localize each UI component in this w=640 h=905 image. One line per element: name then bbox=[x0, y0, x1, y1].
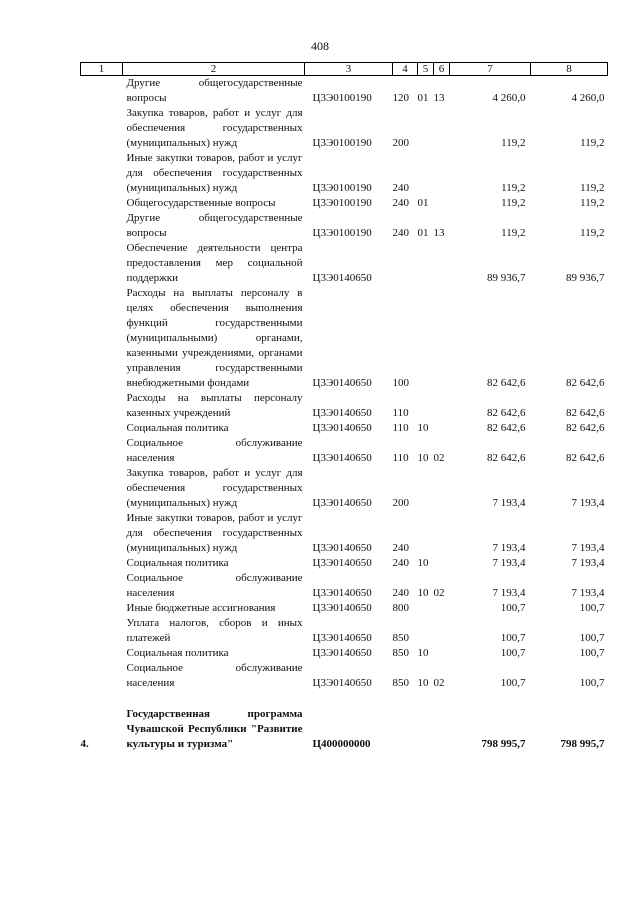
section-cell bbox=[418, 151, 434, 196]
row-number-cell bbox=[81, 106, 123, 151]
expense-type-cell: 120 bbox=[392, 92, 409, 104]
target-code-cell: Ц3Э0140650 bbox=[312, 422, 372, 434]
subsection-cell bbox=[434, 511, 450, 556]
expense-type-cell bbox=[393, 707, 418, 752]
target-code-cell: Ц3Э0100190 bbox=[312, 182, 372, 194]
amount-col-7-cell: 82 642,6 bbox=[487, 452, 526, 464]
amount-col-8-cell: 4 260,0 bbox=[571, 92, 605, 104]
amount-col-8-cell: 82 642,6 bbox=[566, 377, 605, 389]
subsection-cell bbox=[434, 196, 450, 211]
row-number-cell bbox=[81, 151, 123, 196]
row-number-cell bbox=[81, 616, 123, 646]
subsection-cell: 02 bbox=[433, 677, 445, 689]
description-cell: Другие общегосударственные вопросы bbox=[126, 77, 303, 104]
amount-col-8-cell: 82 642,6 bbox=[566, 452, 605, 464]
row-number-cell: 4. bbox=[80, 738, 89, 750]
description-cell: Закупка товаров, работ и услуг для обеспечения государственных (муниципальных) нужд bbox=[126, 467, 303, 509]
table-row bbox=[81, 436, 608, 466]
subsection-cell bbox=[434, 106, 450, 151]
section-cell bbox=[418, 241, 434, 286]
subsection-cell bbox=[434, 616, 450, 646]
target-code-cell: Ц400000000 bbox=[312, 738, 371, 750]
expense-type-cell: 240 bbox=[392, 182, 409, 194]
target-code-cell: Ц3Э0140650 bbox=[312, 677, 372, 689]
table-row bbox=[81, 646, 608, 661]
amount-col-7-cell: 7 193,4 bbox=[492, 497, 526, 509]
amount-col-7-cell: 798 995,7 bbox=[481, 738, 526, 750]
section-cell: 10 bbox=[417, 587, 429, 599]
amount-col-7-cell: 100,7 bbox=[500, 647, 526, 659]
target-code-cell: Ц3Э0140650 bbox=[312, 452, 372, 464]
subsection-cell: 02 bbox=[433, 452, 445, 464]
description-cell: Иные закупки товаров, работ и услуг для обеспечения государственных (муниципальных) нужд bbox=[126, 152, 303, 194]
row-number-cell bbox=[81, 391, 123, 421]
subsection-cell: 13 bbox=[433, 227, 445, 239]
subsection-cell bbox=[434, 466, 450, 511]
description-cell: Социальное обслуживание населения bbox=[126, 437, 303, 464]
amount-col-8-cell: 119,2 bbox=[580, 137, 605, 149]
amount-col-8-cell: 7 193,4 bbox=[571, 557, 605, 569]
row-number-cell bbox=[81, 76, 123, 107]
amount-col-7-cell: 7 193,4 bbox=[492, 542, 526, 554]
table-row bbox=[81, 391, 608, 421]
section-cell bbox=[418, 601, 434, 616]
amount-col-8-cell: 100,7 bbox=[579, 677, 605, 689]
amount-col-8-cell: 100,7 bbox=[579, 647, 605, 659]
subsection-cell: 13 bbox=[433, 92, 445, 104]
description-cell: Иные бюджетные ассигнования bbox=[126, 602, 276, 614]
table-row bbox=[81, 241, 608, 286]
row-number-cell bbox=[81, 421, 123, 436]
table-row bbox=[81, 211, 608, 241]
description-cell: Социальное обслуживание населения bbox=[126, 662, 303, 689]
spacer-row bbox=[81, 691, 608, 707]
description-cell: Иные закупки товаров, работ и услуг для обеспечения государственных (муниципальных) нужд bbox=[126, 512, 303, 554]
table-row bbox=[81, 196, 608, 211]
expense-type-cell: 240 bbox=[392, 557, 409, 569]
amount-col-7-cell: 82 642,6 bbox=[487, 377, 526, 389]
section-cell bbox=[418, 707, 434, 752]
subsection-cell bbox=[434, 241, 450, 286]
table-header bbox=[81, 63, 608, 76]
header-col-8: 8 bbox=[531, 63, 608, 76]
description-cell: Социальное обслуживание населения bbox=[126, 572, 303, 599]
amount-col-7-cell: 100,7 bbox=[500, 632, 526, 644]
section-cell bbox=[418, 391, 434, 421]
description-cell: Государственная программа Чувашской Республики "Развитие культуры и туризма" bbox=[126, 708, 303, 750]
target-code-cell: Ц3Э0140650 bbox=[312, 542, 372, 554]
row-number-cell bbox=[81, 241, 123, 286]
header-col-7: 7 bbox=[450, 63, 531, 76]
description-cell: Другие общегосударственные вопросы bbox=[126, 212, 303, 239]
table-row bbox=[81, 466, 608, 511]
amount-col-8-cell: 100,7 bbox=[579, 632, 605, 644]
expense-type-cell: 850 bbox=[392, 647, 409, 659]
description-cell: Общегосударственные вопросы bbox=[126, 197, 276, 209]
page-number: 408 bbox=[311, 39, 329, 53]
expense-type-cell: 200 bbox=[392, 497, 409, 509]
amount-col-7-cell: 119,2 bbox=[501, 227, 526, 239]
row-number-cell bbox=[81, 601, 123, 616]
amount-col-8-cell: 798 995,7 bbox=[560, 738, 605, 750]
amount-col-7-cell: 119,2 bbox=[501, 197, 526, 209]
table-row bbox=[81, 661, 608, 691]
expense-type-cell: 110 bbox=[392, 452, 409, 464]
expense-type-cell: 240 bbox=[392, 542, 409, 554]
budget-table bbox=[80, 62, 608, 752]
section-cell: 10 bbox=[417, 677, 429, 689]
expense-type-cell: 110 bbox=[392, 422, 409, 434]
target-code-cell: Ц3Э0140650 bbox=[312, 272, 372, 284]
subsection-cell bbox=[434, 707, 450, 752]
expense-type-cell bbox=[393, 241, 418, 286]
row-number-cell bbox=[81, 211, 123, 241]
table-row bbox=[81, 151, 608, 196]
header-col-5: 5 bbox=[418, 63, 434, 76]
section-cell: 10 bbox=[417, 647, 429, 659]
target-code-cell: Ц3Э0100190 bbox=[312, 197, 372, 209]
header-col-3: 3 bbox=[305, 63, 393, 76]
amount-col-7-cell: 4 260,0 bbox=[492, 92, 526, 104]
target-code-cell: Ц3Э0140650 bbox=[312, 407, 372, 419]
target-code-cell: Ц3Э0140650 bbox=[312, 602, 372, 614]
section-cell: 10 bbox=[417, 452, 429, 464]
description-cell: Расходы на выплаты персоналу в целях обеспечения выполнения функций государственными (муниципальными) органами, казенными учреждениями, органами управления государственными внебюджетными фондами bbox=[126, 287, 303, 389]
table-row bbox=[81, 76, 608, 107]
amount-col-8-cell: 89 936,7 bbox=[566, 272, 605, 284]
row-number-cell bbox=[81, 571, 123, 601]
table-row bbox=[81, 286, 608, 391]
table-row bbox=[81, 421, 608, 436]
target-code-cell: Ц3Э0140650 bbox=[312, 647, 372, 659]
description-cell: Уплата налогов, сборов и иных платежей bbox=[126, 617, 303, 644]
row-number-cell bbox=[81, 661, 123, 691]
description-cell: Обеспечение деятельности центра предоставления мер социальной поддержки bbox=[126, 242, 303, 284]
header-col-2: 2 bbox=[123, 63, 305, 76]
header-col-1: 1 bbox=[81, 63, 123, 76]
subsection-cell bbox=[434, 646, 450, 661]
table-row bbox=[81, 511, 608, 556]
target-code-cell: Ц3Э0140650 bbox=[312, 377, 372, 389]
description-cell: Закупка товаров, работ и услуг для обеспечения государственных (муниципальных) нужд bbox=[126, 107, 303, 149]
spacer-cell bbox=[81, 691, 608, 707]
target-code-cell: Ц3Э0100190 bbox=[312, 92, 372, 104]
amount-col-8-cell: 7 193,4 bbox=[571, 587, 605, 599]
table-row bbox=[81, 106, 608, 151]
table-body bbox=[81, 76, 608, 753]
subsection-cell bbox=[434, 421, 450, 436]
header-col-6: 6 bbox=[434, 63, 450, 76]
description-cell: Социальная политика bbox=[126, 557, 229, 569]
subsection-cell bbox=[434, 391, 450, 421]
amount-col-7-cell: 89 936,7 bbox=[487, 272, 526, 284]
section-cell bbox=[418, 286, 434, 391]
amount-col-8-cell: 7 193,4 bbox=[571, 542, 605, 554]
target-code-cell: Ц3Э0100190 bbox=[312, 137, 372, 149]
table-row bbox=[81, 571, 608, 601]
target-code-cell: Ц3Э0140650 bbox=[312, 497, 372, 509]
subsection-cell bbox=[434, 556, 450, 571]
row-number-cell bbox=[81, 646, 123, 661]
amount-col-7-cell: 119,2 bbox=[501, 182, 526, 194]
row-number-cell bbox=[81, 511, 123, 556]
amount-col-7-cell: 82 642,6 bbox=[487, 422, 526, 434]
expense-type-cell: 200 bbox=[392, 137, 409, 149]
section-cell bbox=[418, 106, 434, 151]
target-code-cell: Ц3Э0140650 bbox=[312, 587, 372, 599]
section-cell bbox=[418, 466, 434, 511]
section-cell: 01 bbox=[417, 227, 429, 239]
target-code-cell: Ц3Э0100190 bbox=[312, 227, 372, 239]
amount-col-7-cell: 100,7 bbox=[500, 677, 526, 689]
amount-col-8-cell: 100,7 bbox=[579, 602, 605, 614]
amount-col-7-cell: 100,7 bbox=[500, 602, 526, 614]
amount-col-7-cell: 7 193,4 bbox=[492, 557, 526, 569]
expense-type-cell: 850 bbox=[392, 632, 409, 644]
section-cell bbox=[418, 511, 434, 556]
section-cell: 10 bbox=[417, 557, 429, 569]
subsection-cell: 02 bbox=[433, 587, 445, 599]
expense-type-cell: 240 bbox=[392, 587, 409, 599]
description-cell: Социальная политика bbox=[126, 422, 229, 434]
program-row bbox=[81, 707, 608, 752]
row-number-cell bbox=[81, 556, 123, 571]
amount-col-8-cell: 82 642,6 bbox=[566, 422, 605, 434]
target-code-cell: Ц3Э0140650 bbox=[312, 557, 372, 569]
expense-type-cell: 850 bbox=[392, 677, 409, 689]
section-cell bbox=[418, 616, 434, 646]
amount-col-7-cell: 119,2 bbox=[501, 137, 526, 149]
amount-col-7-cell: 7 193,4 bbox=[492, 587, 526, 599]
expense-type-cell: 240 bbox=[392, 227, 409, 239]
table-row bbox=[81, 556, 608, 571]
section-cell: 01 bbox=[417, 197, 429, 209]
expense-type-cell: 240 bbox=[392, 197, 409, 209]
amount-col-8-cell: 7 193,4 bbox=[571, 497, 605, 509]
amount-col-8-cell: 119,2 bbox=[580, 227, 605, 239]
row-number-cell bbox=[81, 196, 123, 211]
subsection-cell bbox=[434, 151, 450, 196]
expense-type-cell: 110 bbox=[392, 407, 409, 419]
description-cell: Расходы на выплаты персоналу казенных учреждений bbox=[126, 392, 303, 419]
target-code-cell: Ц3Э0140650 bbox=[312, 632, 372, 644]
table-row bbox=[81, 616, 608, 646]
section-cell: 01 bbox=[417, 92, 429, 104]
description-cell: Социальная политика bbox=[126, 647, 229, 659]
expense-type-cell: 100 bbox=[392, 377, 409, 389]
section-cell: 10 bbox=[417, 422, 429, 434]
subsection-cell bbox=[434, 601, 450, 616]
row-number-cell bbox=[81, 466, 123, 511]
header-col-4: 4 bbox=[393, 63, 418, 76]
expense-type-cell: 800 bbox=[392, 602, 409, 614]
amount-col-7-cell: 82 642,6 bbox=[487, 407, 526, 419]
row-number-cell bbox=[81, 286, 123, 391]
header-row bbox=[81, 63, 608, 76]
amount-col-8-cell: 119,2 bbox=[580, 182, 605, 194]
amount-col-8-cell: 119,2 bbox=[580, 197, 605, 209]
table-row bbox=[81, 601, 608, 616]
row-number-cell bbox=[81, 436, 123, 466]
amount-col-8-cell: 82 642,6 bbox=[566, 407, 605, 419]
subsection-cell bbox=[434, 286, 450, 391]
